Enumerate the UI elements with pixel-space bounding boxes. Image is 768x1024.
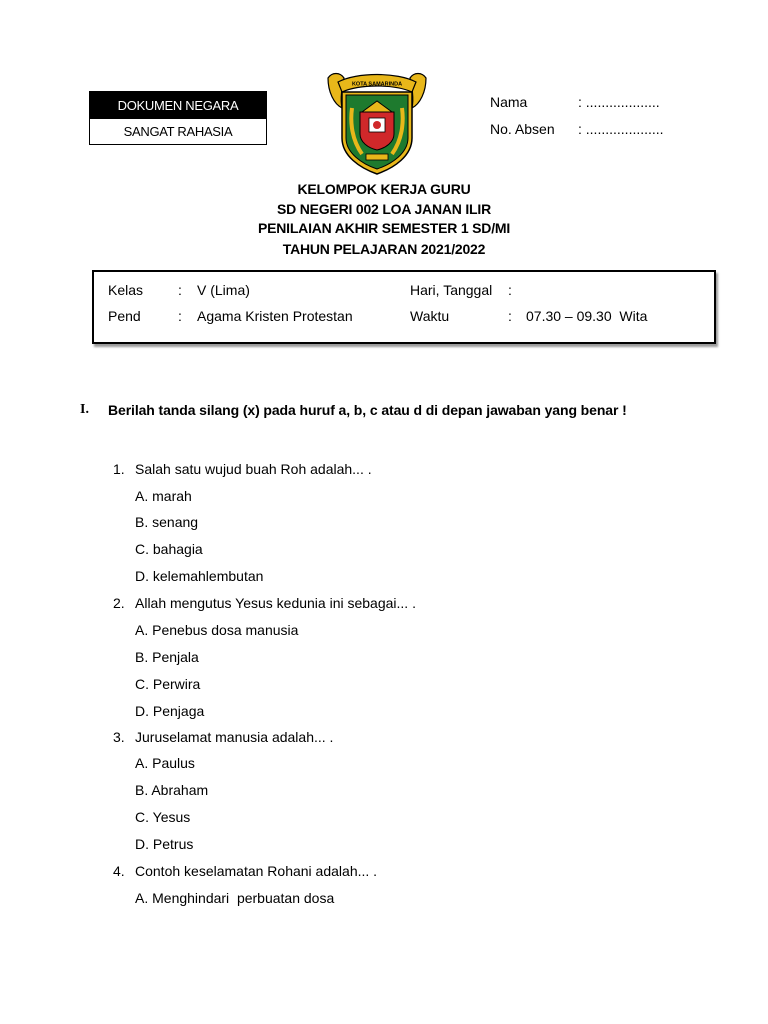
question-3-number: 3. bbox=[113, 729, 125, 745]
question-2-text: Allah mengutus Yesus kedunia ini sebagai... . bbox=[135, 595, 416, 611]
classification-top: DOKUMEN NEGARA bbox=[90, 92, 266, 119]
question-1-number: 1. bbox=[113, 461, 125, 477]
logo-ribbon-text: KOTA SAMARINDA bbox=[351, 81, 403, 88]
absen-value: : .................... bbox=[578, 121, 664, 137]
heading-line-4: TAHUN PELAJARAN 2021/2022 bbox=[282, 241, 486, 257]
question-4-number: 4. bbox=[113, 863, 125, 879]
heading-line-2: SD NEGERI 002 LOA JANAN ILIR bbox=[276, 201, 492, 217]
question-2-option-b: B. Penjala bbox=[135, 649, 199, 665]
question-2-option-a: A. Penebus dosa manusia bbox=[135, 622, 299, 638]
kelas-value: V (Lima) bbox=[197, 282, 250, 298]
pend-separator: : bbox=[178, 308, 182, 324]
classification-box bbox=[89, 91, 267, 145]
pend-value: Agama Kristen Protestan bbox=[197, 308, 353, 324]
absen-row bbox=[490, 121, 664, 137]
section-instruction: Berilah tanda silang (x) pada huruf a, b, c atau d di depan jawaban yang benar ! bbox=[108, 402, 627, 418]
waktu-separator: : bbox=[508, 308, 512, 324]
name-label: Nama bbox=[490, 94, 528, 110]
heading-line-3: PENILAIAN AKHIR SEMESTER 1 SD/MI bbox=[257, 220, 511, 236]
name-row bbox=[490, 94, 660, 110]
hari-tanggal-label: Hari, Tanggal bbox=[410, 282, 493, 298]
question-1-text: Salah satu wujud buah Roh adalah... . bbox=[135, 461, 372, 477]
question-1-option-c: C. bahagia bbox=[135, 541, 203, 557]
waktu-value: 07.30 – 09.30 Wita bbox=[526, 308, 648, 324]
question-3-option-a: A. Paulus bbox=[135, 755, 195, 771]
heading-line-1: KELOMPOK KERJA GURU bbox=[297, 181, 471, 197]
kelas-separator: : bbox=[178, 282, 182, 298]
question-3-text: Juruselamat manusia adalah... . bbox=[135, 729, 334, 745]
classification-bottom: SANGAT RAHASIA bbox=[123, 124, 233, 139]
kelas-label: Kelas bbox=[108, 282, 144, 298]
question-2-number: 2. bbox=[113, 595, 125, 611]
question-1-option-b: B. senang bbox=[135, 514, 199, 530]
question-3-option-b: B. Abraham bbox=[135, 782, 209, 798]
question-2-option-c: C. Perwira bbox=[135, 676, 201, 692]
question-4-option-a: A. Menghindari perbuatan dosa bbox=[135, 890, 335, 906]
question-1-option-d: D. kelemahlembutan bbox=[135, 568, 264, 584]
name-value: : ................... bbox=[578, 94, 660, 110]
exam-info-box bbox=[92, 270, 716, 344]
question-4-text: Contoh keselamatan Rohani adalah... . bbox=[135, 863, 378, 879]
absen-label: No. Absen bbox=[490, 121, 555, 137]
question-1-option-a: A. marah bbox=[135, 488, 192, 504]
waktu-label: Waktu bbox=[410, 308, 450, 324]
pend-label: Pend bbox=[108, 308, 141, 324]
question-3-option-d: D. Petrus bbox=[135, 836, 194, 852]
question-2-option-d: D. Penjaga bbox=[135, 703, 205, 719]
kota-samarinda-emblem-icon bbox=[322, 68, 432, 178]
hari-tanggal-separator: : bbox=[508, 282, 512, 298]
section-number: I. bbox=[80, 402, 89, 417]
question-3-option-c: C. Yesus bbox=[135, 809, 191, 825]
